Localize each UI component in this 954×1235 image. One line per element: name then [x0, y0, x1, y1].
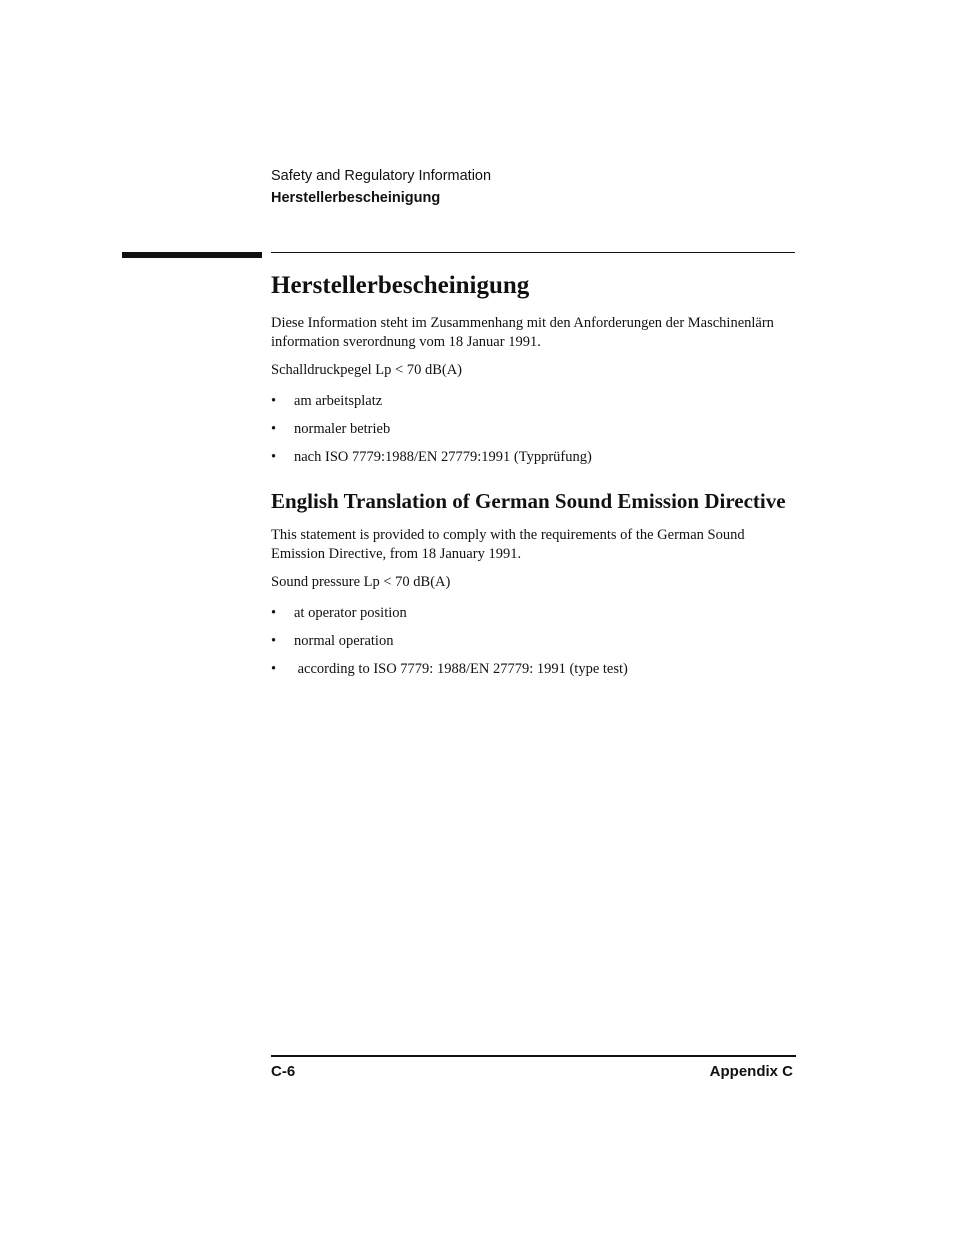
german-bullet-list: [271, 392, 796, 467]
list-item: [271, 632, 796, 651]
list-item: [271, 420, 796, 439]
list-item: [271, 660, 796, 679]
bullet-icon: •: [271, 633, 277, 649]
chapter-rule-thin: [271, 252, 795, 253]
list-item: [271, 604, 796, 623]
list-item: [271, 392, 796, 411]
english-intro: This statement is provided to comply with the requirements of the German Sound Emission Directive, from 18 January 1991.: [271, 527, 745, 562]
chapter-title: Safety and Regulatory Information: [271, 168, 492, 184]
bullet-icon: •: [271, 393, 277, 409]
english-sound-level: Sound pressure Lp < 70 dB(A): [271, 574, 451, 590]
list-item-text: nach ISO 7779:1988/EN 27779:1991 (Typprüfung): [294, 449, 592, 465]
list-item-text: normal operation: [294, 633, 394, 649]
main-content: [271, 270, 796, 688]
page-number: C-6: [271, 1063, 296, 1080]
bullet-icon: •: [271, 449, 277, 465]
list-item-text: at operator position: [294, 605, 407, 621]
bullet-icon: •: [271, 661, 277, 677]
german-intro: Diese Information steht im Zusammenhang mit den Anforderungen der Maschinenlärn information sverordnung vom 18 Januar 1991.: [271, 315, 774, 350]
page-footer: [271, 1063, 793, 1080]
running-header: [271, 165, 491, 209]
chapter-rule-thick: [122, 252, 262, 258]
bullet-icon: •: [271, 421, 277, 437]
appendix-label: Appendix C: [709, 1063, 793, 1080]
english-section-heading: English Translation of German Sound Emission Directive: [271, 489, 786, 513]
footer-rule: [271, 1055, 796, 1057]
bullet-icon: •: [271, 605, 277, 621]
german-sound-level: Schalldruckpegel Lp < 70 dB(A): [271, 362, 462, 378]
list-item: [271, 448, 796, 467]
list-item-text: according to ISO 7779: 1988/EN 27779: 1991 (type test): [294, 661, 628, 677]
list-item-text: am arbeitsplatz: [294, 393, 383, 409]
english-bullet-list: [271, 604, 796, 679]
page-title: Herstellerbescheinigung: [271, 272, 530, 299]
section-title: Herstellerbescheinigung: [271, 190, 441, 206]
list-item-text: normaler betrieb: [294, 421, 391, 437]
